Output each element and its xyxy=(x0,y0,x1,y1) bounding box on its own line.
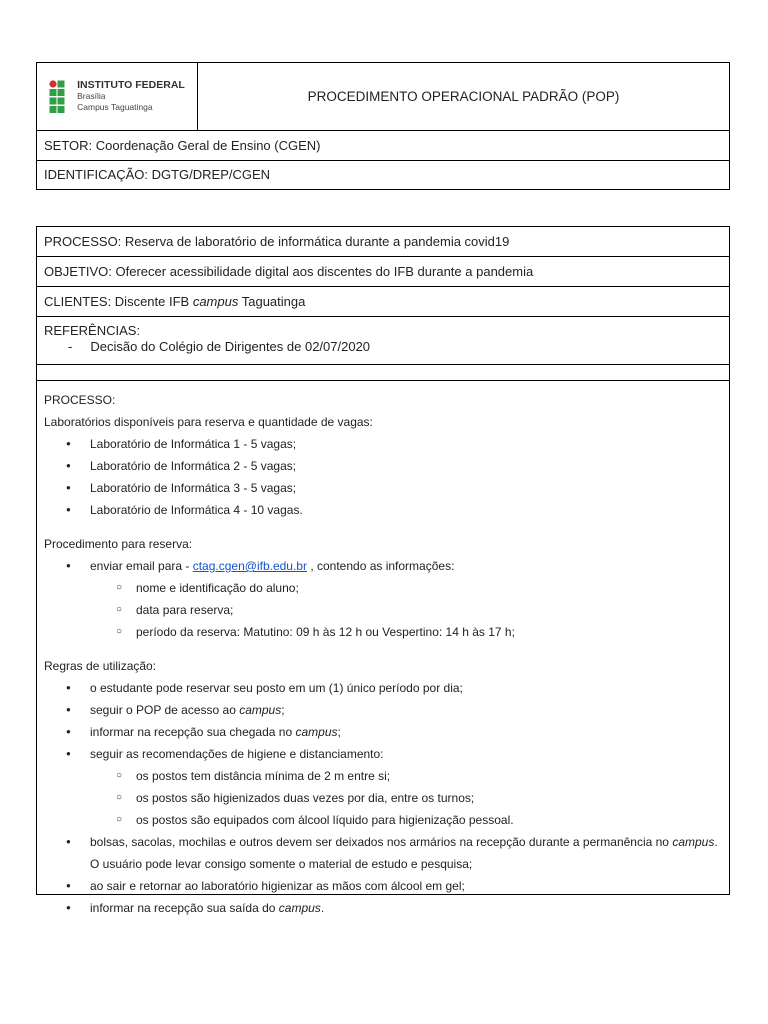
clientes-text: CLIENTES: Discente IFB xyxy=(44,294,193,309)
regra-item xyxy=(44,897,721,919)
regra-text: seguir as recomendações de higiene e distanciamento: xyxy=(90,747,384,761)
referencias-dash: - xyxy=(68,339,73,354)
clientes-city: Taguatinga xyxy=(238,294,306,309)
lab-item: ● Laboratório de Informática 2 - 5 vagas; xyxy=(44,455,721,477)
clientes-campus: campus xyxy=(192,294,239,309)
referencias-item xyxy=(44,339,729,355)
header-row xyxy=(37,63,729,131)
regra-item xyxy=(44,699,721,721)
regra-tail: ; xyxy=(281,703,285,717)
email-text: enviar email para - xyxy=(90,559,193,573)
regra-item xyxy=(44,721,721,743)
regra-item: ● ao sair e retornar ao laboratório higienizar as mãos com álcool em gel; xyxy=(44,875,721,897)
setor-row: SETOR: Coordenação Geral de Ensino (CGEN) xyxy=(37,131,729,161)
procedimento-list xyxy=(44,555,721,643)
labs-list xyxy=(44,433,721,521)
logo-cell xyxy=(37,63,198,130)
referencias-text: Decisão do Colégio de Dirigentes de 02/07/2020 xyxy=(90,339,371,354)
processo-label: PROCESSO: xyxy=(44,393,116,407)
logo-campus: Campus Taguatinga xyxy=(77,102,153,112)
empty-row xyxy=(37,365,729,381)
regra-tail: . O usuário pode levar consigo somente o material de estudo e pesquisa; xyxy=(90,835,718,871)
regras-list xyxy=(44,677,721,919)
regra-tail: ; xyxy=(337,725,341,739)
higiene-item: ○ os postos tem distância mínima de 2 m entre si; xyxy=(90,765,721,787)
email-link[interactable]: ctag.cgen@ifb.edu.br xyxy=(192,559,307,573)
regra-text: informar na recepção sua saída do xyxy=(90,901,279,915)
regra-item xyxy=(44,831,721,875)
lab-item: ● Laboratório de Informática 4 - 10 vagas. xyxy=(44,499,721,521)
regra-campus: campus xyxy=(295,725,338,739)
higiene-item: ○ os postos são higienizados duas vezes por dia, entre os turnos; xyxy=(90,787,721,809)
email-item xyxy=(44,555,721,643)
process-body xyxy=(37,381,729,915)
referencias-row xyxy=(37,317,729,365)
email-tail: , contendo as informações: xyxy=(306,559,455,573)
regra-campus: campus xyxy=(278,901,321,915)
logo-city: Brasília xyxy=(77,91,106,101)
objetivo-row: OBJETIVO: Oferecer acessibilidade digital aos discentes do IFB durante a pandemia xyxy=(37,257,729,287)
regra-campus: campus xyxy=(672,835,715,849)
logo-name: INSTITUTO FEDERAL xyxy=(77,79,185,91)
regra-text: informar na recepção sua chegada no xyxy=(90,725,296,739)
spacer xyxy=(44,521,721,533)
identificacao-row: IDENTIFICAÇÃO: DGTG/DREP/CGEN xyxy=(44,167,271,182)
document-title: PROCEDIMENTO OPERACIONAL PADRÃO (POP) xyxy=(307,89,620,104)
labs-intro: Laboratórios disponíveis para reserva e quantidade de vagas: xyxy=(44,415,373,429)
referencias-label: REFERÊNCIAS: xyxy=(44,323,141,338)
header-table xyxy=(36,62,730,190)
regra-campus: campus xyxy=(239,703,282,717)
process-table xyxy=(36,226,730,915)
higiene-sublist xyxy=(90,765,721,831)
clientes-row xyxy=(37,287,729,317)
regra-item: ● o estudante pode reservar seu posto em um (1) único período por dia; xyxy=(44,677,721,699)
regra-tail: . xyxy=(320,901,325,915)
regra-text: bolsas, sacolas, mochilas e outros devem ser deixados nos armários na recepção durante a permanência no xyxy=(90,835,673,849)
ifb-logo-icon xyxy=(49,80,71,114)
email-sublist xyxy=(90,577,721,643)
ifb-logo xyxy=(49,80,185,114)
email-subitem: ○ período da reserva: Matutino: 09 h às 12 h ou Vespertino: 14 h às 17 h; xyxy=(90,621,721,643)
procedimento-intro: Procedimento para reserva: xyxy=(44,537,193,551)
email-subitem: ○ data para reserva; xyxy=(90,599,721,621)
lab-item: ● Laboratório de Informática 1 - 5 vagas; xyxy=(44,433,721,455)
higiene-item: ○ os postos são equipados com álcool líquido para higienização pessoal. xyxy=(90,809,721,831)
regra-item xyxy=(44,743,721,831)
lab-item: ● Laboratório de Informática 3 - 5 vagas; xyxy=(44,477,721,499)
regras-intro: Regras de utilização: xyxy=(44,659,157,673)
regra-text: seguir o POP de acesso ao xyxy=(90,703,240,717)
email-subitem: ○ nome e identificação do aluno; xyxy=(90,577,721,599)
spacer xyxy=(44,643,721,655)
processo-row: PROCESSO: Reserva de laboratório de informática durante a pandemia covid19 xyxy=(37,227,729,257)
